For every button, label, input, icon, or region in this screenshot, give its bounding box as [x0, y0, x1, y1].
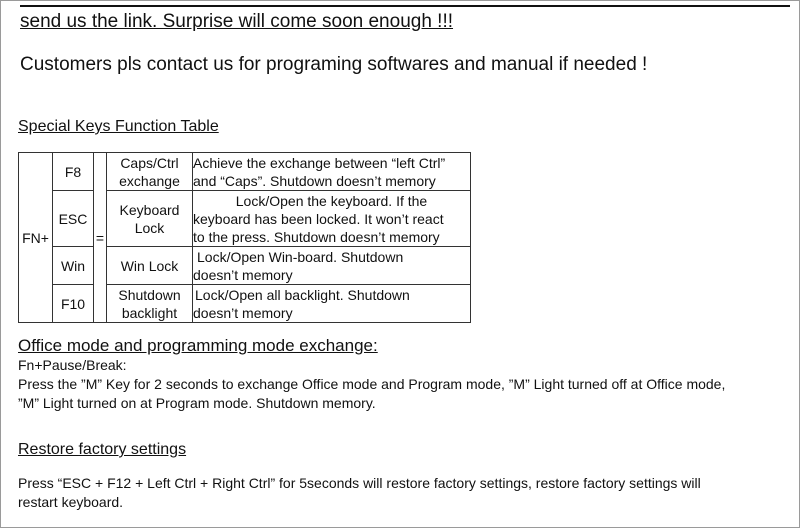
- description-cell: [193, 191, 471, 247]
- restore-factory-heading: Restore factory settings: [18, 441, 187, 458]
- key-cell: F10: [53, 285, 94, 323]
- description-line: to the press. Shutdown doesn’t memory: [193, 228, 440, 245]
- description-cell: [193, 247, 471, 285]
- office-mode-description: ”M” Light turned on at Program mode. Shutdown memory.: [18, 395, 376, 411]
- description-line: doesn’t memory: [193, 266, 293, 283]
- function-line: Shutdown: [118, 286, 181, 303]
- key-cell: ESC: [53, 191, 94, 247]
- description-cell: [193, 285, 471, 323]
- function-cell: [107, 153, 193, 191]
- key-cell: F8: [53, 153, 94, 191]
- key-cell: Win: [53, 247, 94, 285]
- special-keys-heading: Special Keys Function Table: [18, 118, 219, 135]
- description-line: and “Caps”. Shutdown doesn’t memory: [193, 172, 436, 189]
- function-line: Caps/Ctrl: [120, 154, 179, 171]
- office-mode-key-combo: Fn+Pause/Break:: [18, 357, 127, 373]
- table-row: [19, 247, 471, 285]
- function-line: exchange: [119, 172, 180, 189]
- modifier-cell: FN+: [19, 153, 53, 323]
- table-row: [19, 285, 471, 323]
- description-line: Lock/Open Win-board. Shutdown: [197, 248, 404, 265]
- function-line: backlight: [121, 304, 178, 321]
- special-keys-table: [18, 152, 471, 323]
- description-line: Lock/Open the keyboard. If the: [235, 192, 428, 209]
- table-row: [19, 153, 471, 191]
- restore-factory-description: Press “ESC + F12 + Left Ctrl + Right Ctrl” for 5seconds will restore factory settings, restore factory settings will: [18, 475, 701, 491]
- office-mode-description: Press the ”M” Key for 2 seconds to exchange Office mode and Program mode, ”M” Light turned off at Office mode,: [18, 376, 726, 392]
- description-line: Achieve the exchange between “left Ctrl”: [193, 154, 446, 171]
- description-line: keyboard has been locked. It won’t react: [193, 210, 444, 227]
- equals-cell: =: [94, 153, 107, 323]
- office-mode-heading: Office mode and programming mode exchange:: [18, 336, 378, 355]
- intro-text: send us the link. Surprise will come soon enough !!!: [20, 11, 454, 32]
- function-line: Lock: [134, 219, 165, 236]
- restore-factory-description: restart keyboard.: [18, 494, 124, 510]
- description-cell: [193, 153, 471, 191]
- top-divider: [20, 5, 790, 7]
- table-row: [19, 191, 471, 247]
- function-cell: [107, 285, 193, 323]
- function-cell: [107, 247, 193, 285]
- function-cell: [107, 191, 193, 247]
- function-line: Win Lock: [120, 257, 179, 274]
- contact-note: Customers pls contact us for programing softwares and manual if needed !: [20, 54, 648, 75]
- description-line: doesn’t memory: [193, 304, 293, 321]
- description-line: Lock/Open all backlight. Shutdown: [195, 286, 410, 303]
- function-line: Keyboard: [119, 201, 180, 218]
